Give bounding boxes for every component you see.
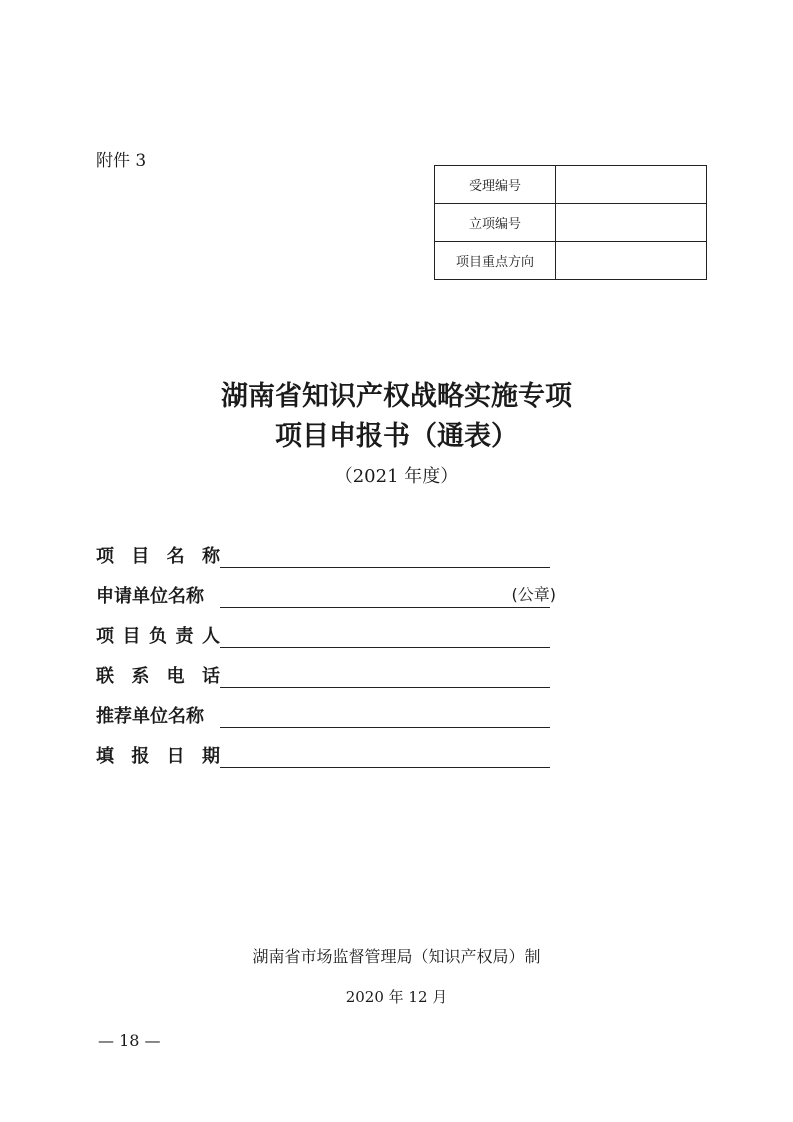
label-char: 负 [149,626,167,647]
recommending-unit-row [96,700,550,728]
fill-date-row [96,740,550,768]
recommending-unit-input[interactable] [220,705,550,728]
project-name-label [96,542,220,568]
label-char: 人 [202,626,220,647]
publish-date: 2020 年 12 月 [345,988,448,1006]
project-leader-label [96,622,220,648]
attachment-label: 附件 3 [96,151,147,171]
project-name-row [96,540,550,568]
label-char: 日 [166,746,185,767]
project-number-field[interactable] [556,204,707,242]
label-char: 目 [122,626,141,647]
table-row [435,242,707,280]
project-number-label: 立项编号 [435,204,556,242]
contact-phone-label [96,662,220,688]
label-char: 期 [201,746,220,767]
label-char: 联 [96,666,114,687]
applicant-unit-input[interactable] [220,585,556,608]
contact-phone-row [96,660,550,688]
recommending-unit-label: 推荐单位名称 [96,706,204,727]
label-char: 话 [201,666,220,687]
project-leader-input[interactable] [220,625,550,648]
acceptance-number-field[interactable] [556,166,707,204]
label-char: 称 [201,546,220,567]
official-seal-note: (公章) [511,585,556,604]
key-direction-label: 项目重点方向 [435,242,556,280]
label-char: 名 [166,546,185,567]
document-title-line1: 湖南省知识产权战略实施专项 [221,381,572,412]
label-char: 报 [131,746,150,767]
table-row [435,204,707,242]
document-title-line2: 项目申报书（通表） [275,421,518,452]
project-name-input[interactable] [220,545,550,568]
label-char: 目 [131,546,150,567]
label-char: 电 [166,666,185,687]
label-char: 填 [96,746,114,767]
project-leader-row [96,620,550,648]
label-char: 项 [96,626,114,647]
label-char: 责 [175,626,194,647]
publisher-line: 湖南省市场监督管理局（知识产权局）制 [252,947,541,966]
contact-phone-input[interactable] [220,665,550,688]
page-number: — 18 — [98,1031,161,1050]
applicant-unit-label: 申请单位名称 [96,586,204,607]
label-char: 项 [96,546,114,567]
fill-date-input[interactable] [220,745,550,768]
key-direction-field[interactable] [556,242,707,280]
admin-info-table [434,165,707,280]
label-char: 系 [131,666,150,687]
applicant-unit-row [96,580,556,608]
fill-date-label [96,742,220,768]
document-year: （2021 年度） [334,466,459,487]
acceptance-number-label: 受理编号 [435,166,556,204]
table-row [435,166,707,204]
